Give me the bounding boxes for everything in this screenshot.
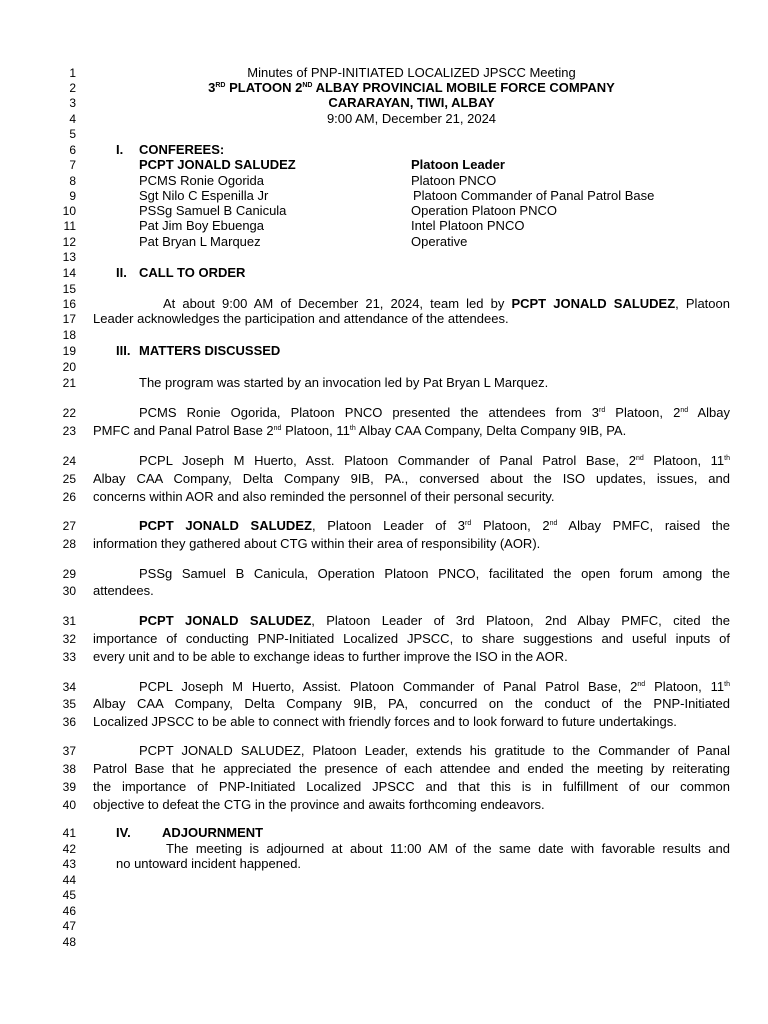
paragraph-line: Patrol Base that he appreciated the presence of each attendee and ended the meeting by reiterating <box>93 761 730 776</box>
line-number: 40 <box>62 798 76 812</box>
paragraph-line: PCPT JONALD SALUDEZ, Platoon Leader, extends his gratitude to the Commander of Panal <box>139 743 730 758</box>
line-number: 39 <box>62 780 76 794</box>
line-number: 35 <box>62 697 76 711</box>
document-title: Minutes of PNP-INITIATED LOCALIZED JPSCC Meeting <box>247 65 576 80</box>
paragraph-line: PCPT JONALD SALUDEZ, Platoon Leader of 3rd Platoon, 2nd Albay PMFC, cited the <box>139 613 730 628</box>
line-number: 38 <box>62 762 76 776</box>
line-number: 45 <box>62 888 76 902</box>
date-heading: 9:00 AM, December 21, 2024 <box>326 111 497 126</box>
line-number: 25 <box>62 472 76 486</box>
paragraph-line: The program was started by an invocation led by Pat Bryan L Marquez. <box>139 375 549 390</box>
conferee-name: PCPT JONALD SALUDEZ <box>139 157 296 172</box>
section-title-conferees: CONFEREES: <box>139 142 225 157</box>
line-number: 47 <box>62 919 76 933</box>
line-number: 24 <box>62 454 76 468</box>
line-number: 33 <box>62 650 76 664</box>
conferee-name: PCMS Ronie Ogorida <box>139 173 264 188</box>
line-number: 14 <box>62 266 76 280</box>
line-number: 19 <box>62 344 76 358</box>
section-title-adjourn: ADJOURNMENT <box>162 825 264 840</box>
line-number: 44 <box>62 873 76 887</box>
line-number: 37 <box>62 744 76 758</box>
paragraph-line: PCPT JONALD SALUDEZ, Platoon Leader of 3rd Platoon, 2nd Albay PMFC, raised the <box>139 518 731 533</box>
line-number: 16 <box>62 297 76 311</box>
paragraph-line: PCMS Ronie Ogorida, Platoon PNCO presented the attendees from 3rd Platoon, 2nd Albay <box>139 405 730 420</box>
line-number: 46 <box>62 904 76 918</box>
section-title-matters: MATTERS DISCUSSED <box>139 343 281 358</box>
line-number: 26 <box>62 490 76 504</box>
paragraph-line: every unit and to be able to exchange ideas to further improve the ISO in the AOR. <box>93 649 568 664</box>
section-number-call: II. <box>116 265 127 280</box>
paragraph-line: objective to defeat the CTG in the province and awaits forthcoming endeavors. <box>93 797 545 812</box>
line-number: 20 <box>62 360 76 374</box>
line-number: 10 <box>62 204 76 218</box>
line-number: 8 <box>69 174 76 188</box>
line-number: 28 <box>62 537 76 551</box>
line-number: 21 <box>62 376 76 390</box>
line-number: 1 <box>69 66 76 80</box>
line-number: 30 <box>62 584 76 598</box>
line-number: 17 <box>62 312 76 326</box>
paragraph-line: Albay CAA Company, Delta Company 9IB, PA, concurred on the conduct of the PNP-Initiated <box>93 696 730 711</box>
line-number: 34 <box>62 680 76 694</box>
line-number: 12 <box>62 235 76 249</box>
paragraph-line: information they gathered about CTG within their area of responsibility (AOR). <box>93 536 541 551</box>
paragraph-line: no untoward incident happened. <box>116 856 302 871</box>
line-number: 18 <box>62 328 76 342</box>
line-number: 15 <box>62 282 76 296</box>
line-number: 36 <box>62 715 76 729</box>
line-number: 22 <box>62 406 76 420</box>
line-number: 11 <box>63 219 76 233</box>
line-number: 32 <box>62 632 76 646</box>
line-number: 7 <box>69 158 76 172</box>
line-number: 5 <box>69 127 76 141</box>
line-number: 13 <box>62 250 76 264</box>
conferee-role: Platoon PNCO <box>411 173 497 188</box>
conferee-role: Operation Platoon PNCO <box>411 203 557 218</box>
section-number-conferees: I. <box>116 142 124 157</box>
paragraph-line: Leader acknowledges the participation and attendance of the attendees. <box>93 311 509 326</box>
paragraph-line: concerns within AOR and also reminded the personnel of their personal security. <box>93 489 555 504</box>
paragraph-line: PMFC and Panal Patrol Base 2nd Platoon, 11th Albay CAA Company, Delta Company 9IB, PA. <box>93 423 627 438</box>
line-number: 9 <box>69 189 76 203</box>
line-number: 48 <box>62 935 76 949</box>
location-heading: CARARAYAN, TIWI, ALBAY <box>328 95 495 110</box>
paragraph-line: attendees. <box>93 583 154 598</box>
paragraph-line: importance of conducting PNP-Initiated Localized JPSCC, to share suggestions and useful inputs of <box>93 631 730 646</box>
section-number-adjourn: IV. <box>116 825 131 840</box>
paragraph-line: Albay CAA Company, Delta Company 9IB, PA., conversed about the ISO updates, issues, and <box>93 471 730 486</box>
line-number: 31 <box>62 614 76 628</box>
line-number: 4 <box>69 112 76 126</box>
conferee-role: Platoon Commander of Panal Patrol Base <box>413 188 655 203</box>
conferee-name: Sgt Nilo C Espenilla Jr <box>139 188 269 203</box>
paragraph-line: At about 9:00 AM of December 21, 2024, team led by PCPT JONALD SALUDEZ, Platoon <box>163 296 730 311</box>
conferee-role: Platoon Leader <box>411 157 505 172</box>
line-number: 6 <box>69 143 76 157</box>
paragraph-line: the importance of PNP-Initiated Localized JPSCC and that this is in fulfillment of our common <box>93 779 730 794</box>
conferee-name: Pat Bryan L Marquez <box>139 234 261 249</box>
conferee-role: Operative <box>411 234 468 249</box>
unit-heading: 3RD PLATOON 2ND ALBAY PROVINCIAL MOBILE FORCE COMPANY <box>208 80 615 95</box>
section-title-call: CALL TO ORDER <box>139 265 246 280</box>
section-number-matters: III. <box>116 343 131 358</box>
line-number: 23 <box>62 424 76 438</box>
paragraph-line: PCPL Joseph M Huerto, Assist. Platoon Commander of Panal Patrol Base, 2nd Platoon, 11th <box>139 679 730 694</box>
conferee-role: Intel Platoon PNCO <box>411 218 525 233</box>
conferee-name: PSSg Samuel B Canicula <box>139 203 287 218</box>
line-number: 43 <box>62 857 76 871</box>
line-number: 29 <box>62 567 76 581</box>
line-number: 3 <box>69 96 76 110</box>
paragraph-line: PSSg Samuel B Canicula, Operation Platoon PNCO, facilitated the open forum among the <box>139 566 730 581</box>
line-number: 41 <box>62 826 76 840</box>
line-number: 27 <box>62 519 76 533</box>
paragraph-line: The meeting is adjourned at about 11:00 AM of the same date with favorable results and <box>166 841 730 856</box>
line-number: 42 <box>62 842 76 856</box>
conferee-name: Pat Jim Boy Ebuenga <box>139 218 265 233</box>
paragraph-line: Localized JPSCC to be able to connect with friendly forces and to look forward to future undertakings. <box>93 714 677 729</box>
paragraph-line: PCPL Joseph M Huerto, Asst. Platoon Commander of Panal Patrol Base, 2nd Platoon, 11th <box>139 453 731 468</box>
line-number: 2 <box>69 81 76 95</box>
